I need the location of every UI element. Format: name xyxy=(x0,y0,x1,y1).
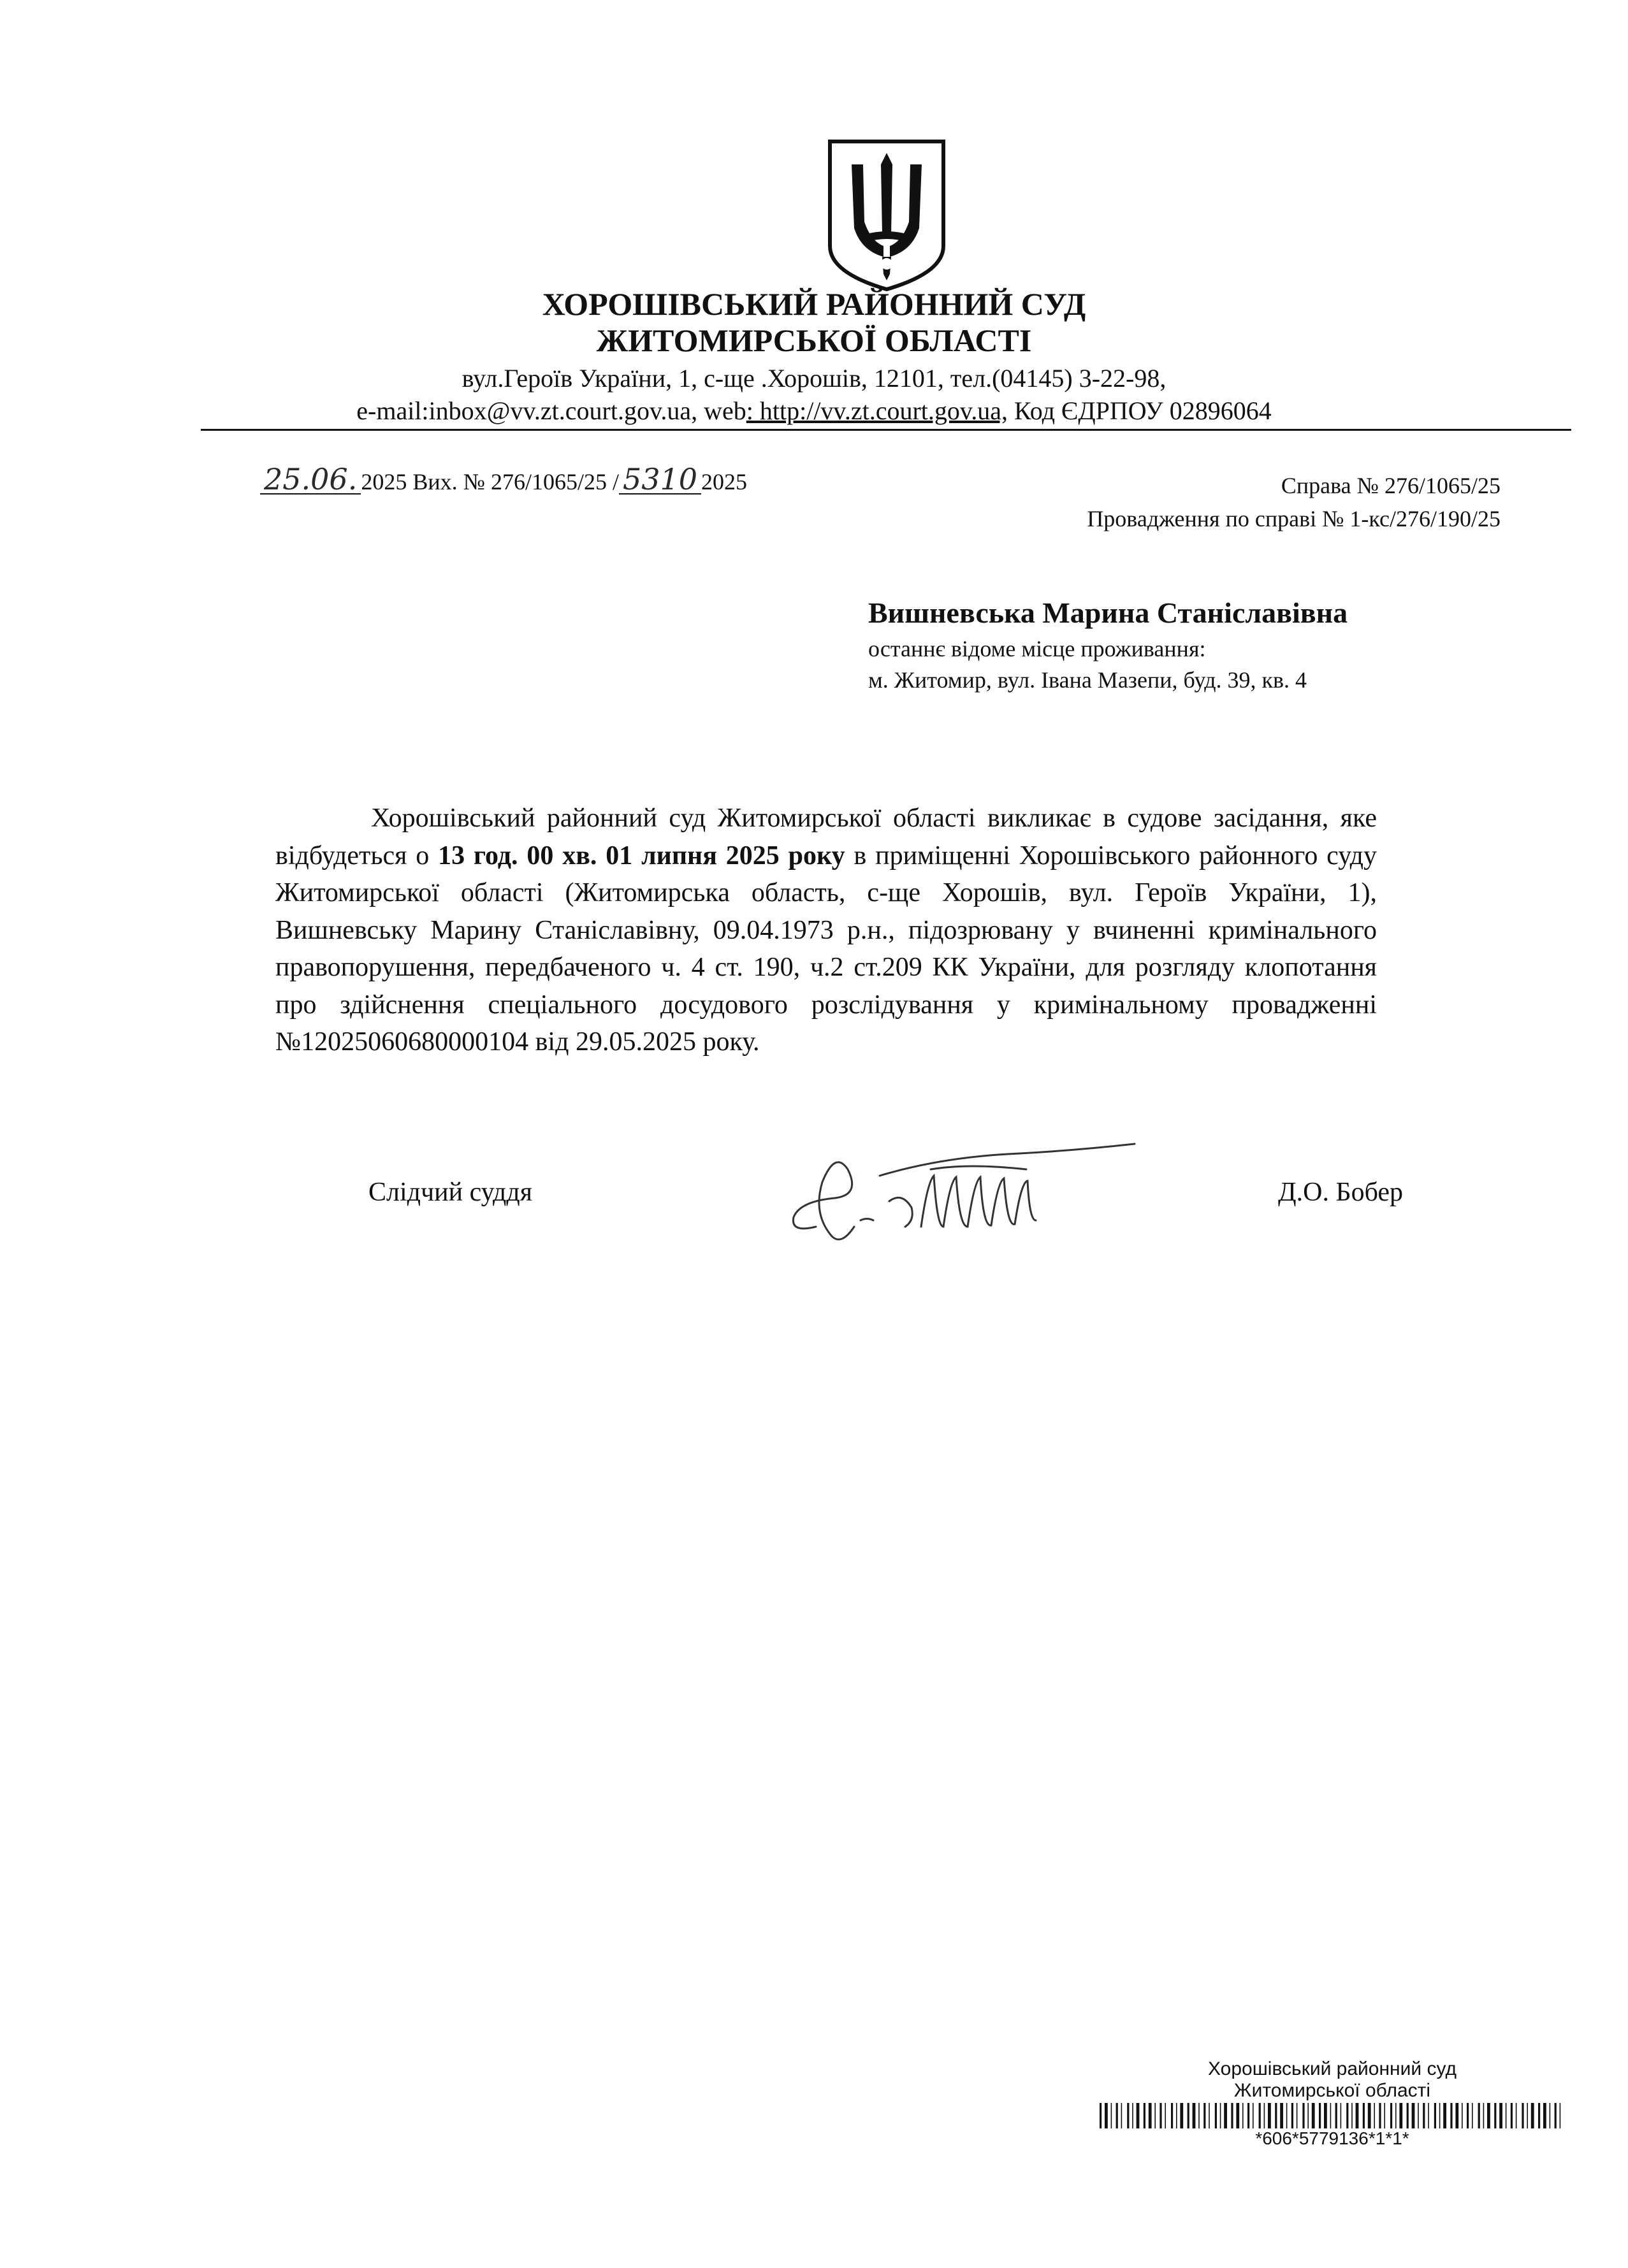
web-link[interactable]: : http://vv.zt.court.gov.ua, xyxy=(746,396,1008,425)
court-contacts xyxy=(0,396,1628,426)
outgoing-seq-year: 2025 xyxy=(701,469,748,495)
email-text: e-mail:inbox@vv.zt.court.gov.ua, xyxy=(356,396,698,425)
outgoing-year: 2025 xyxy=(361,469,407,495)
outgoing-seq-handwritten: 5310 xyxy=(619,465,701,495)
proceeding-number: Провадження по справі № 1-кс/276/190/25 xyxy=(1087,506,1501,531)
court-address: вул.Героїв України, 1, с-ще .Хорошів, 12101, тел.(04145) 3-22-98, xyxy=(462,364,1166,393)
edrpou-code: Код ЄДРПОУ 02896064 xyxy=(1014,396,1272,425)
addressee-residence-label: останнє відоме місце проживання: xyxy=(868,636,1206,661)
outgoing-date-handwritten: 25.06. xyxy=(260,465,361,495)
outgoing-number-line xyxy=(260,462,748,496)
body-text-part2: в приміщенні Хорошівського районного суду Житомирської області (Житомирська область, с-ще Хорошів, вул. Героїв України, 1), Вишневську Марину Станіславівну, 09.04.1973 р.н., підозрювану у вчиненні кримінального правопорушення, передбаченого ч. 4 ст. 190, ч.2 ст.209 КК України, для розгляду клопотання про здійснення спеціального досудового розслідування у кримінальному провадженні №12025060680000104 від 29.05.2025 року. xyxy=(275,841,1377,1057)
web-prefix: web xyxy=(704,396,746,425)
barcode-icon xyxy=(1100,2103,1565,2128)
body-text-part1: Хорошівський районний суд Житомирської області викликає в судове засідання, яке відбудеться о xyxy=(275,804,1377,870)
outgoing-label: Вих. № xyxy=(412,469,485,495)
addressee-name: Вишневська Марина Станіславівна xyxy=(868,596,1348,629)
handwritten-signature-icon xyxy=(778,1131,1160,1259)
coat-of-arms-icon xyxy=(826,139,947,292)
registration-stamp xyxy=(1093,2058,1571,2149)
stamp-court-line1: Хорошівський районний суд xyxy=(1208,2058,1457,2079)
header-divider xyxy=(201,429,1571,431)
signer-name: Д.О. Бобер xyxy=(1278,1178,1404,1207)
hearing-datetime: 13 год. 00 хв. 01 липня 2025 року xyxy=(438,841,845,870)
barcode-code: *606*5779136*1*1* xyxy=(1255,2128,1409,2148)
outgoing-number: 276/1065/25 / xyxy=(490,469,619,495)
signer-role: Слідчий суддя xyxy=(368,1178,533,1207)
court-name-line2: ЖИТОМИРСЬКОЇ ОБЛАСТІ xyxy=(596,322,1032,358)
summons-body xyxy=(275,800,1377,1061)
stamp-court-line2: Житомирської області xyxy=(1233,2080,1431,2101)
court-name-line1: ХОРОШІВСЬКИЙ РАЙОННИЙ СУД xyxy=(542,286,1086,322)
addressee-address: м. Житомир, вул. Івана Мазепи, буд. 39, кв. 4 xyxy=(868,667,1307,693)
case-number: Справа № 276/1065/25 xyxy=(1281,473,1501,498)
